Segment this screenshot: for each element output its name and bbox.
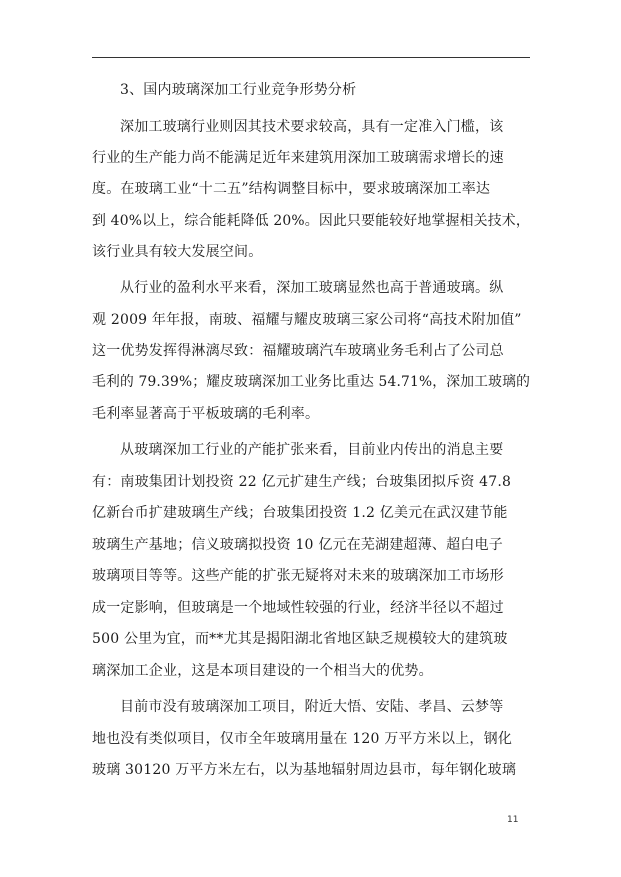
header-rule — [92, 57, 530, 58]
paragraph-3-line-6: 成一定影响，但玻璃是一个地域性较强的行业，经济半径以不超过 — [92, 600, 504, 616]
paragraph-2-line-4: 毛利的 79.39%；耀皮玻璃深加工业务比重达 54.71%，深加工玻璃的 — [92, 374, 531, 390]
paragraph-3-line-1: 从玻璃深加工行业的产能扩张来看，目前业内传出的消息主要 — [120, 442, 504, 458]
paragraph-3-line-7: 500 公里为宜，而**尤其是揭阳湖北省地区缺乏规模较大的建筑玻 — [92, 631, 508, 647]
paragraph-2-line-2: 观 2009 年年报，南玻、福耀与耀皮玻璃三家公司将“高技术附加值” — [92, 312, 522, 328]
section-heading: 3、国内玻璃深加工行业竞争形势分析 — [120, 82, 357, 98]
paragraph-3-line-5: 玻璃项目等等。这些产能的扩张无疑将对未来的玻璃深加工市场形 — [92, 568, 504, 584]
paragraph-4-line-3: 玻璃 30120 万平方米左右，以为基地辐射周边县市，每年钢化玻璃 — [92, 762, 517, 778]
paragraph-2-line-1: 从行业的盈利水平来看，深加工玻璃显然也高于普通玻璃。纵 — [120, 280, 504, 296]
paragraph-1-line-1: 深加工玻璃行业则因其技术要求较高，具有一定准入门槛，该 — [120, 119, 504, 135]
paragraph-4-line-1: 目前市没有玻璃深加工项目，附近大悟、安陆、孝昌、云梦等 — [120, 699, 504, 715]
page-number: 11 — [507, 815, 519, 825]
paragraph-1-line-3: 度。在玻璃工业“十二五”结构调整目标中，要求玻璃深加工率达 — [92, 181, 491, 197]
paragraph-4-line-2: 地也没有类似项目，仅市全年玻璃用量在 120 万平方米以上，钢化 — [92, 731, 513, 747]
paragraph-2-line-3: 这一优势发挥得淋漓尽致：福耀玻璃汽车玻璃业务毛利占了公司总 — [92, 343, 504, 359]
paragraph-1-line-5: 该行业具有较大发展空间。 — [92, 244, 263, 260]
paragraph-3-line-2: 有：南玻集团计划投资 22 亿元扩建生产线；台玻集团拟斥资 47.8 — [92, 474, 512, 490]
paragraph-3-line-8: 璃深加工企业，这是本项目建设的一个相当大的优势。 — [92, 663, 433, 679]
paragraph-1-line-4: 到 40%以上，综合能耗降低 20%。因此只要能较好地掌握相关技术， — [92, 213, 530, 229]
paragraph-3-line-4: 玻璃生产基地；信义玻璃拟投资 10 亿元在芜湖建超薄、超白电子 — [92, 537, 503, 553]
paragraph-2-line-5: 毛利率显著高于平板玻璃的毛利率。 — [92, 406, 320, 422]
paragraph-3-line-3: 亿新台币扩建玻璃生产线；台玻集团投资 1.2 亿美元在武汉建节能 — [92, 505, 508, 521]
paragraph-1-line-2: 行业的生产能力尚不能满足近年来建筑用深加工玻璃需求增长的速 — [92, 150, 504, 166]
